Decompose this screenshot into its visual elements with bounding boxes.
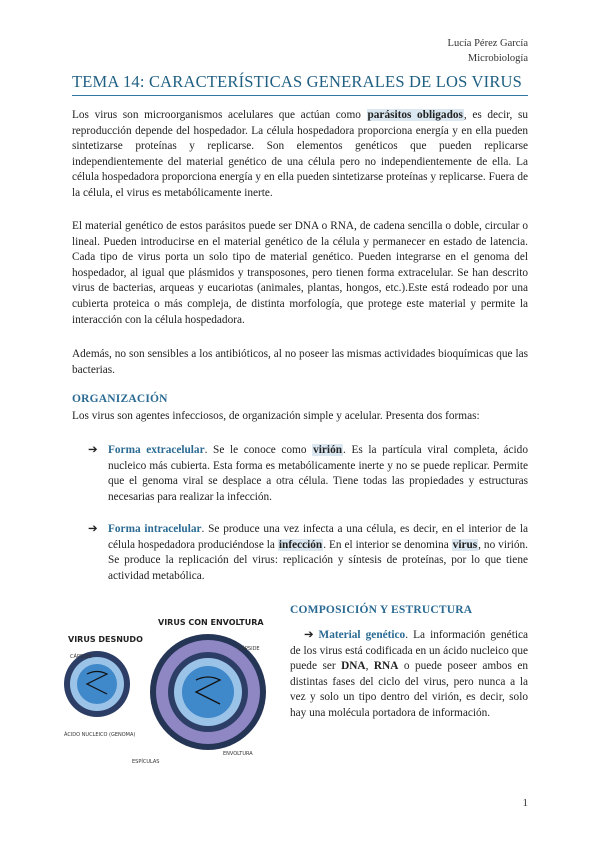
section-heading-composicion: COMPOSICIÓN Y ESTRUCTURA [290, 604, 473, 616]
label-capsid-enveloped: CÁPSIDE [238, 646, 260, 652]
intro-paragraph-3: Además, no son sensibles a los antibióticos, al no poseer las mismas actividades bioquímicas que las bacterias. [72, 348, 528, 376]
intro-paragraph-2: El material genético de estos parásitos puede ser DNA o RNA, de cadena sencilla o doble, circular o lineal. Pueden introducirse en el material genético de la célula y permanecer en estado de latencia. Cada tipo de virus porta un solo tipo de material genético. Pueden integrarse en el genoma del hospedador, al igual que plásmidos y transposones, pero tienen forma extracelular. Se han descrito virus de bacterias, arqueas y eucariotas (animales, plantas, hongos, etc.).Este está rodeado por una cubierta proteica o más compleja, de distinta morfología, que protege este material y permite la interacción con la célula hospedadora. [72, 220, 528, 326]
intro-paragraph-1 [72, 108, 528, 202]
author-name: Lucía Pérez García [447, 38, 528, 49]
naked-virus-icon [64, 651, 130, 717]
label-spikes: ESPÍCULAS [132, 759, 160, 765]
highlight-virus: virus [452, 538, 478, 551]
comp-text-a: . La información genética de los virus está codificada en un ácido nucleico que puede ser [290, 629, 528, 673]
highlight-infeccion: infección [278, 538, 323, 551]
label-capsid-naked: CÁPSIDE [70, 654, 92, 660]
comp-sep: , [365, 660, 374, 673]
arrow-icon: ➔ [88, 444, 98, 456]
bullet-extracelular [88, 443, 528, 505]
intro-p1-text-b: , es decir, su reproducción depende del hospedador. La célula hospedadora proporciona energía y en ella pueden sintetizarse proteínas y replicarse. Son elementos genéticos que pueden replicarse independientemente del material genético de una célula pero no independientemente de ella. La célula hospedadora proporciona energía y en ella pueden sintetizarse proteínas y replicarse. Fuera de la célula, el virus es metabólicamente inerte. [72, 109, 529, 199]
b2-text-c: , no virión. Se produce la replicación del virus: replicación y síntesis de proteínas, por lo que tiene actividad metabólica. [108, 538, 528, 582]
rna-term: RNA [373, 660, 399, 673]
virus-diagram [60, 612, 280, 772]
page-header [448, 36, 528, 66]
b1-text-a: . Se le conoce como [204, 444, 313, 456]
b1-text-b: . Es la partícula viral completa, ácido nucleico más cubierta. Esta forma es metabólicamente inerte y no se puede replicar. Permite que el genoma viral se desplace a otra célula. Tiene todas las propiedades y estructuras necesarias para realizar la infección. [108, 444, 528, 503]
bullet-intracelular [88, 522, 528, 584]
label-enveloped-virus: VIRUS CON ENVOLTURA [158, 618, 264, 627]
intro-p1-text-a: Los virus son microorganismos acelulares que actúan como [72, 109, 367, 121]
arrow-icon: ➔ [88, 523, 98, 535]
page-number: 1 [522, 797, 528, 809]
section-heading-organizacion: ORGANIZACIÓN [72, 393, 168, 405]
highlight-parasitos: parásitos obligados [367, 109, 463, 121]
keyword-material-genetico: Material genético [318, 629, 406, 641]
highlight-virion: virión [313, 444, 342, 456]
subject-name: Microbiología [467, 53, 528, 64]
composicion-paragraph [290, 628, 528, 722]
label-nucleic-acid: ÁCIDO NUCLEICO (GENOMA) [64, 732, 136, 738]
label-naked-virus: VIRUS DESNUDO [68, 635, 143, 644]
b2-text-a: . Se produce una vez infecta a una célula, es decir, en el interior de la célula hospedadora produciéndose la [108, 523, 528, 551]
page-title: TEMA 14: CARACTERÍSTICAS GENERALES DE LOS VIRUS [72, 72, 528, 96]
b2-text-b: . En el interior se denomina [323, 538, 452, 551]
dna-term: DNA [341, 660, 366, 673]
organizacion-text: Los virus son agentes infecciosos, de organización simple y acelular. Presenta dos formas: [72, 410, 480, 422]
keyword-intracelular: Forma intracelular [108, 523, 202, 535]
comp-text-b: o puede poseer ambos en distintas fases del ciclo del virus, pero nunca a la vez y solo un tipo dentro del virión, es decir, solo hay una molécula portadora de información. [290, 660, 528, 719]
arrow-icon: ➔ [304, 629, 314, 641]
label-envelope: ENVOLTURA [223, 751, 253, 757]
keyword-extracelular: Forma extracelular [108, 444, 205, 456]
